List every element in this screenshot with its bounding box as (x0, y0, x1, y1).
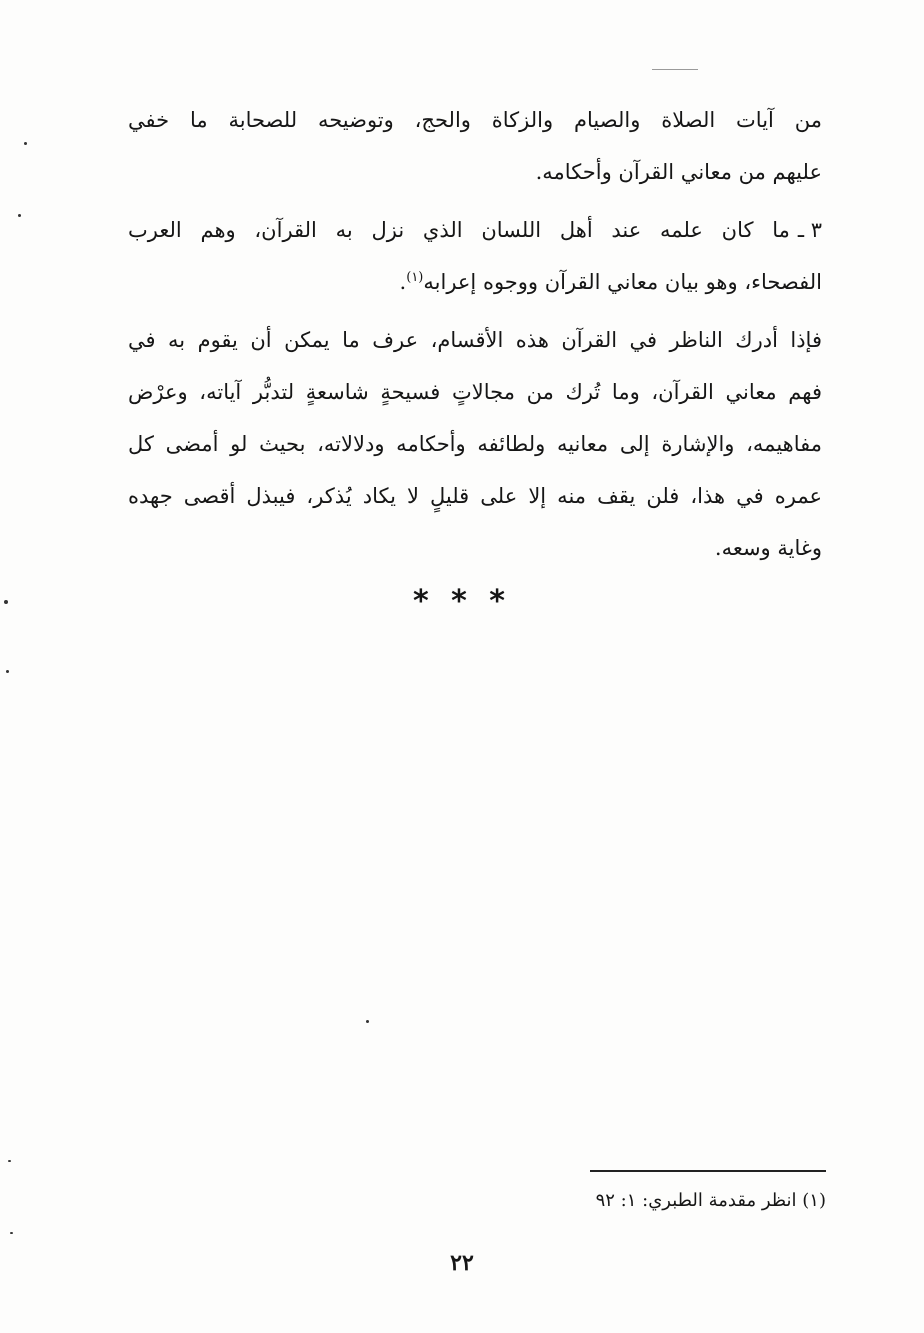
paragraph-1 (128, 94, 822, 198)
scan-speck (366, 1020, 369, 1023)
footnote: (١) انظر مقدمة الطبري: ١: ٩٢ (595, 1190, 826, 1211)
paragraph-line: عليهم من معاني القرآن وأحكامه. (535, 160, 822, 184)
scan-speck (8, 1160, 11, 1162)
scan-speck (4, 600, 8, 604)
scan-speck (6, 670, 9, 673)
paragraph-line: فإذا أدرك الناظر في القرآن هذه الأقسام، عرف ما يمكن أن يقوم به في (128, 328, 822, 352)
end-punctuation: . (399, 270, 407, 294)
paragraph-line-text: الفصحاء، وهو بيان معاني القرآن ووجوه إعرابه (423, 270, 822, 294)
paragraph-2 (128, 204, 822, 308)
paragraph-3 (128, 314, 822, 574)
page-number: ٢٢ (450, 1250, 474, 1276)
paragraph-line-text: ما كان علمه عند أهل اللسان الذي نزل به القرآن، وهم العرب (128, 218, 790, 242)
scan-speck (24, 142, 27, 145)
paragraph-line: عمره في هذا، فلن يقف منه إلا على قليلٍ لا يكاد يُذكر، فيبذل أقصى جهده (128, 484, 822, 508)
paragraph-line: مفاهيمه، والإشارة إلى معانيه ولطائفه وأحكامه ودلالاته، بحيث لو أمضى كل (128, 432, 822, 456)
header-rule (652, 69, 698, 70)
section-separator: * * * (413, 584, 511, 619)
paragraph-line (128, 204, 822, 256)
paragraph-line (128, 256, 822, 308)
footnote-marker: (١) (406, 270, 424, 285)
scan-speck (18, 214, 21, 217)
paragraph-line: فهم معاني القرآن، وما تُرك من مجالاتٍ فسيحةٍ شاسعةٍ لتدبُّر آياته، وعرْض (128, 380, 822, 404)
paragraph-line: وغاية وسعه. (714, 536, 822, 560)
paragraph-line: من آيات الصلاة والصيام والزكاة والحج، وتوضيحه للصحابة ما خفي (128, 108, 822, 132)
footnote-rule (590, 1170, 826, 1172)
scan-speck (10, 1232, 13, 1234)
list-number: ٣ ـ (797, 218, 822, 242)
